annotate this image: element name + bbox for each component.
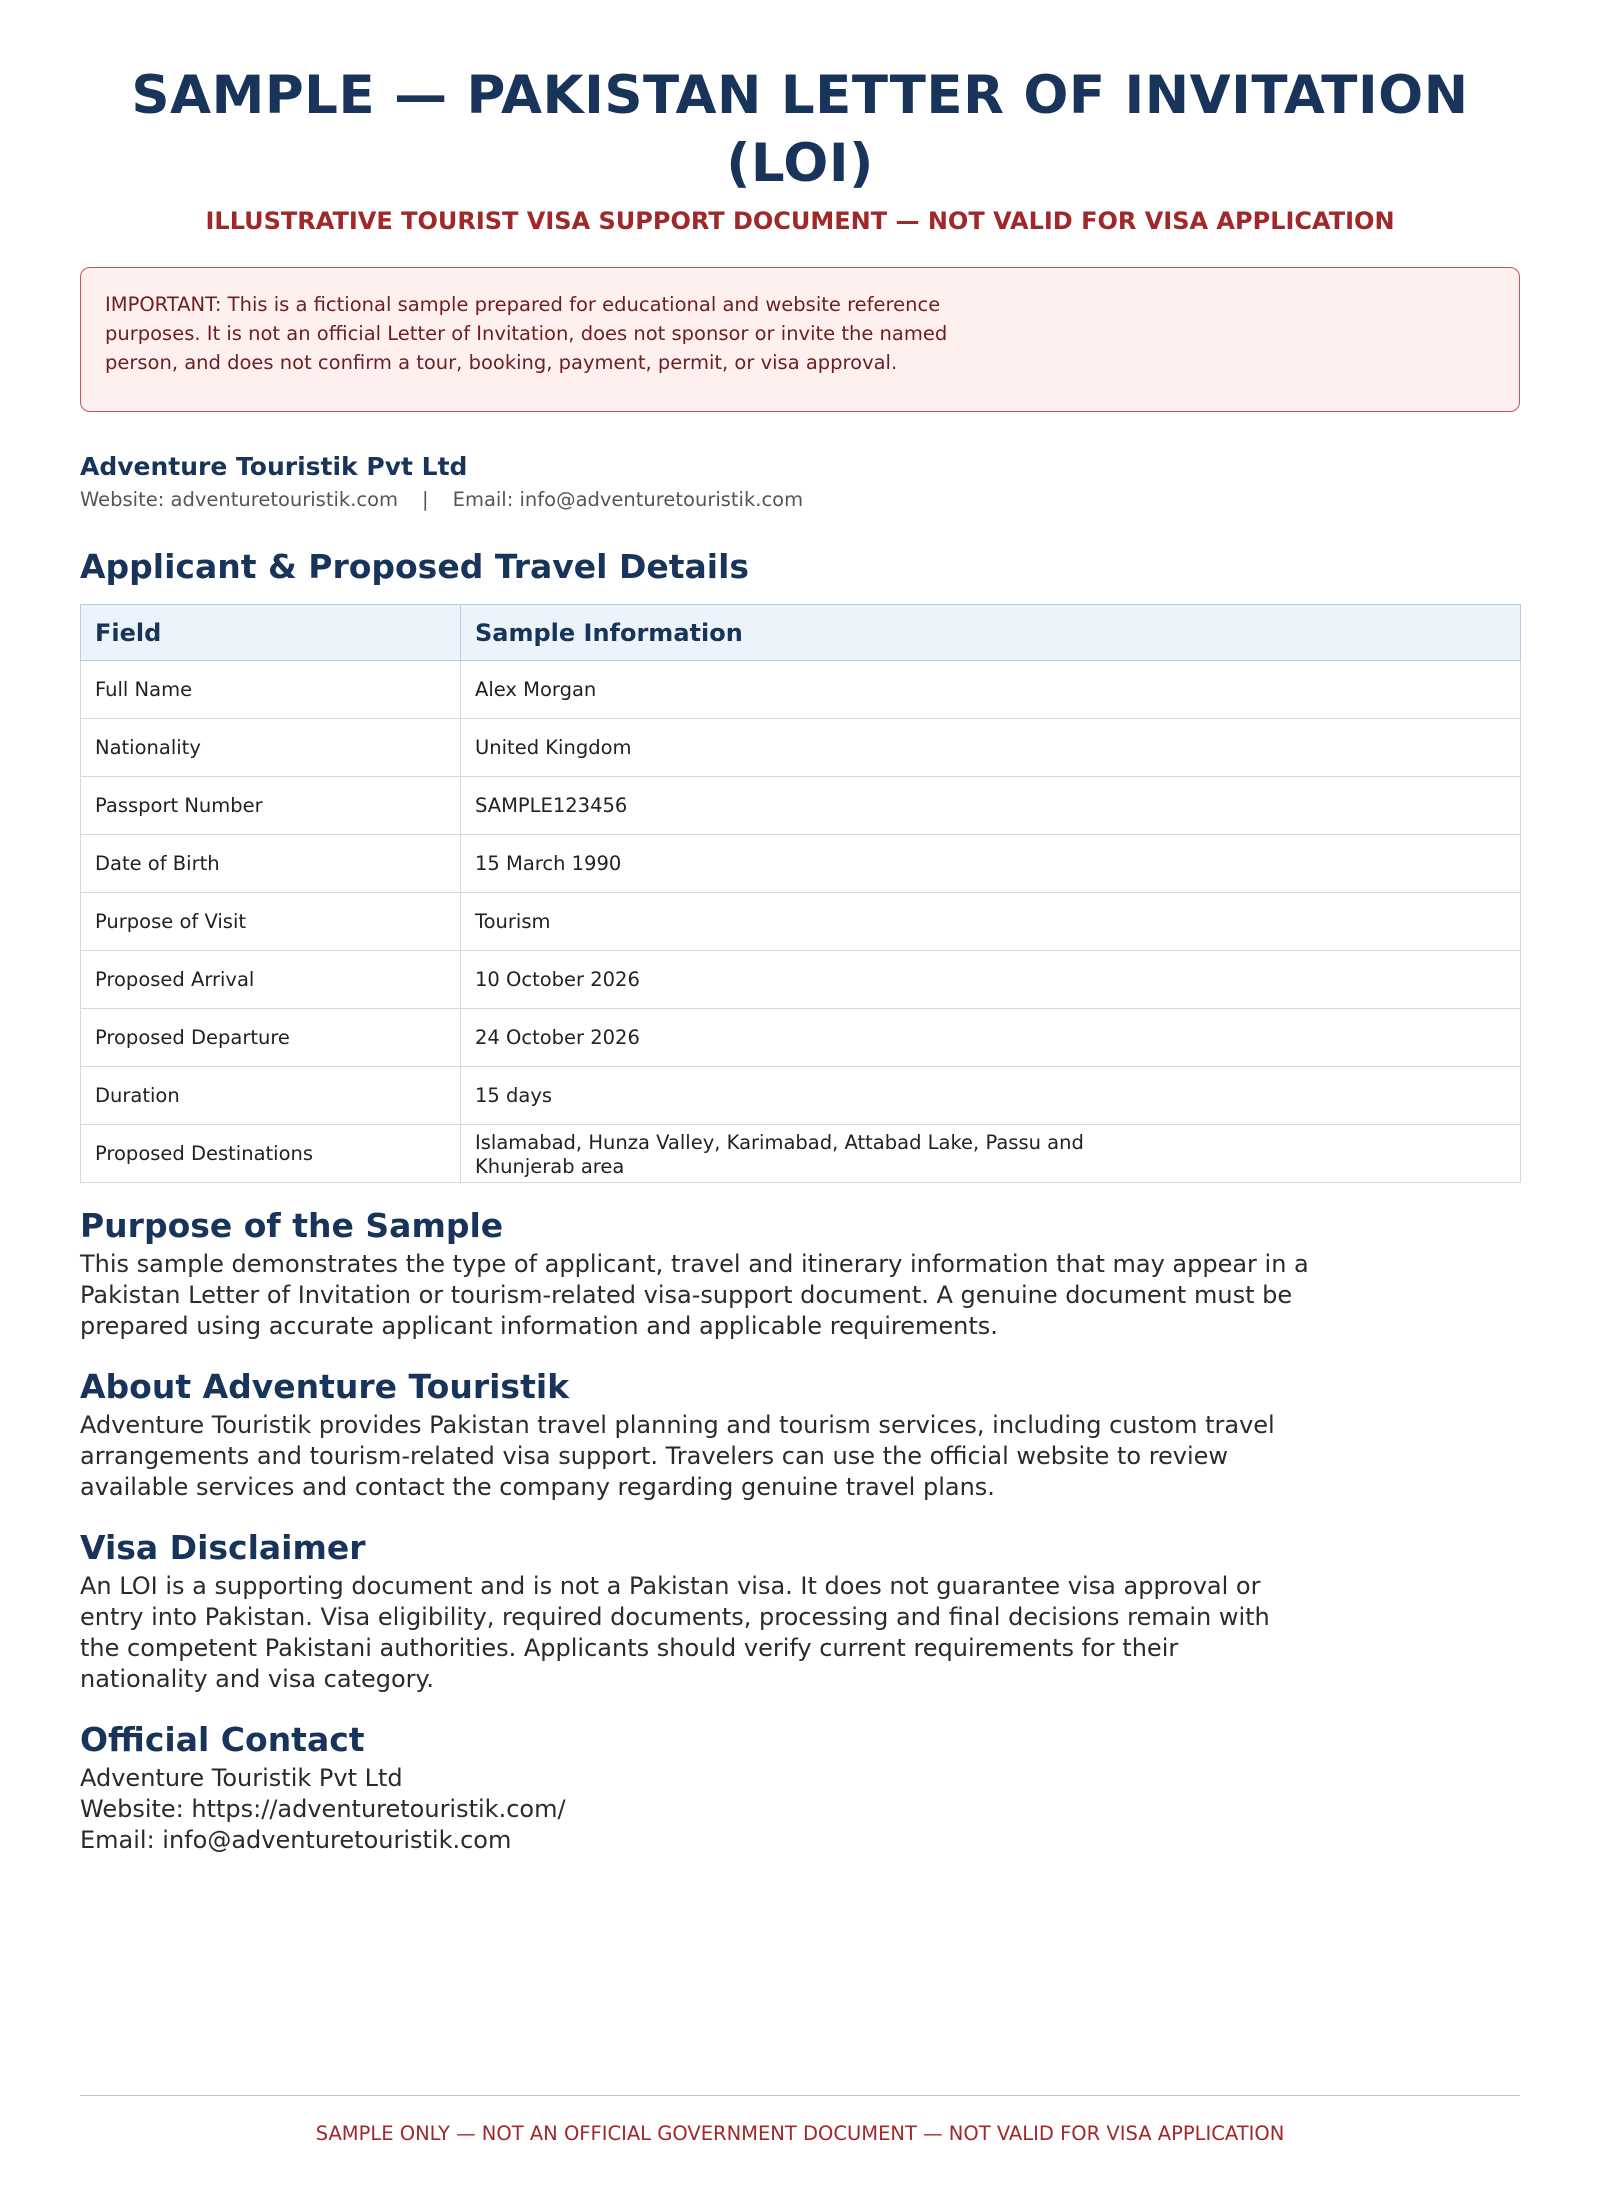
official-contact-heading: Official Contact <box>80 1720 365 1759</box>
company-email: Email: info@adventuretouristik.com <box>452 488 804 511</box>
details-table <box>80 604 1521 1183</box>
company-contact-line <box>80 485 1520 515</box>
about-heading: About Adventure Touristik <box>80 1367 570 1406</box>
company-website: Website: adventuretouristik.com <box>80 488 399 511</box>
footer-disclaimer: SAMPLE ONLY — NOT AN OFFICIAL GOVERNMENT DOCUMENT — NOT VALID FOR VISA APPLICATION <box>315 2122 1285 2145</box>
details-heading: Applicant & Proposed Travel Details <box>80 547 750 586</box>
value-cell: Tourism <box>461 893 1521 951</box>
contact-email: Email: info@adventuretouristik.com <box>80 1826 512 1854</box>
footer-divider <box>80 2095 1520 2096</box>
field-cell: Passport Number <box>81 777 461 835</box>
field-cell: Proposed Arrival <box>81 951 461 1009</box>
contact-company: Adventure Touristik Pvt Ltd <box>80 1764 403 1792</box>
document-title: SAMPLE — PAKISTAN LETTER OF INVITATION (LOI) <box>131 65 1469 194</box>
column-header-field: Field <box>81 605 461 661</box>
document-page <box>80 0 1520 1856</box>
field-cell: Date of Birth <box>81 835 461 893</box>
purpose-heading: Purpose of the Sample <box>80 1206 504 1245</box>
table-row <box>81 1009 1521 1067</box>
value-cell: 10 October 2026 <box>461 951 1521 1009</box>
contact-website: Website: https://adventuretouristik.com/ <box>80 1795 566 1823</box>
document-subtitle: ILLUSTRATIVE TOURIST VISA SUPPORT DOCUMENT — NOT VALID FOR VISA APPLICATION <box>205 207 1395 235</box>
purpose-text: This sample demonstrates the type of applicant, travel and itinerary information that may appear in a Pakistan Letter of Invitation or tourism-related visa-support document. A genuine document must be prepared using accurate applicant information and applicable requirements. <box>80 1250 1309 1340</box>
important-notice-text: IMPORTANT: This is a fictional sample prepared for educational and website reference purposes. It is not an official Letter of Invitation, does not sponsor or invite the named person, and does not confirm a tour, booking, payment, permit, or visa approval. <box>105 293 948 374</box>
about-text: Adventure Touristik provides Pakistan travel planning and tourism services, including custom travel arrangements and tourism-related visa support. Travelers can use the official website to review available services and contact the company regarding genuine travel plans. <box>80 1411 1275 1501</box>
field-cell: Proposed Departure <box>81 1009 461 1067</box>
table-row <box>81 777 1521 835</box>
official-contact-block <box>80 1763 1520 1856</box>
table-header-row <box>81 605 1521 661</box>
value-cell <box>461 1125 1521 1183</box>
field-cell: Full Name <box>81 661 461 719</box>
value-cell: 24 October 2026 <box>461 1009 1521 1067</box>
value-cell: United Kingdom <box>461 719 1521 777</box>
visa-disclaimer-text: An LOI is a supporting document and is not a Pakistan visa. It does not guarantee visa approval or entry into Pakistan. Visa eligibility, required documents, processing and final decisions remain with the competent Pakistani authorities. Applicants should verify current requirements for their nationality and visa category. <box>80 1572 1270 1693</box>
visa-disclaimer-heading: Visa Disclaimer <box>80 1528 366 1567</box>
value-cell: SAMPLE123456 <box>461 777 1521 835</box>
value-cell: Alex Morgan <box>461 661 1521 719</box>
table-row <box>81 661 1521 719</box>
field-cell: Nationality <box>81 719 461 777</box>
column-header-info: Sample Information <box>461 605 1521 661</box>
company-name: Adventure Touristik Pvt Ltd <box>80 452 468 481</box>
table-row <box>81 951 1521 1009</box>
table-row <box>81 1067 1521 1125</box>
field-cell: Proposed Destinations <box>81 1125 461 1183</box>
field-cell: Duration <box>81 1067 461 1125</box>
table-row <box>81 1125 1521 1183</box>
contact-separator: | <box>422 488 429 511</box>
important-notice-box <box>80 267 1520 412</box>
value-cell: 15 days <box>461 1067 1521 1125</box>
table-row <box>81 719 1521 777</box>
destinations-text: Islamabad, Hunza Valley, Karimabad, Attabad Lake, Passu and Khunjerab area <box>475 1130 1084 1178</box>
value-cell: 15 March 1990 <box>461 835 1521 893</box>
table-row <box>81 835 1521 893</box>
table-row <box>81 893 1521 951</box>
field-cell: Purpose of Visit <box>81 893 461 951</box>
